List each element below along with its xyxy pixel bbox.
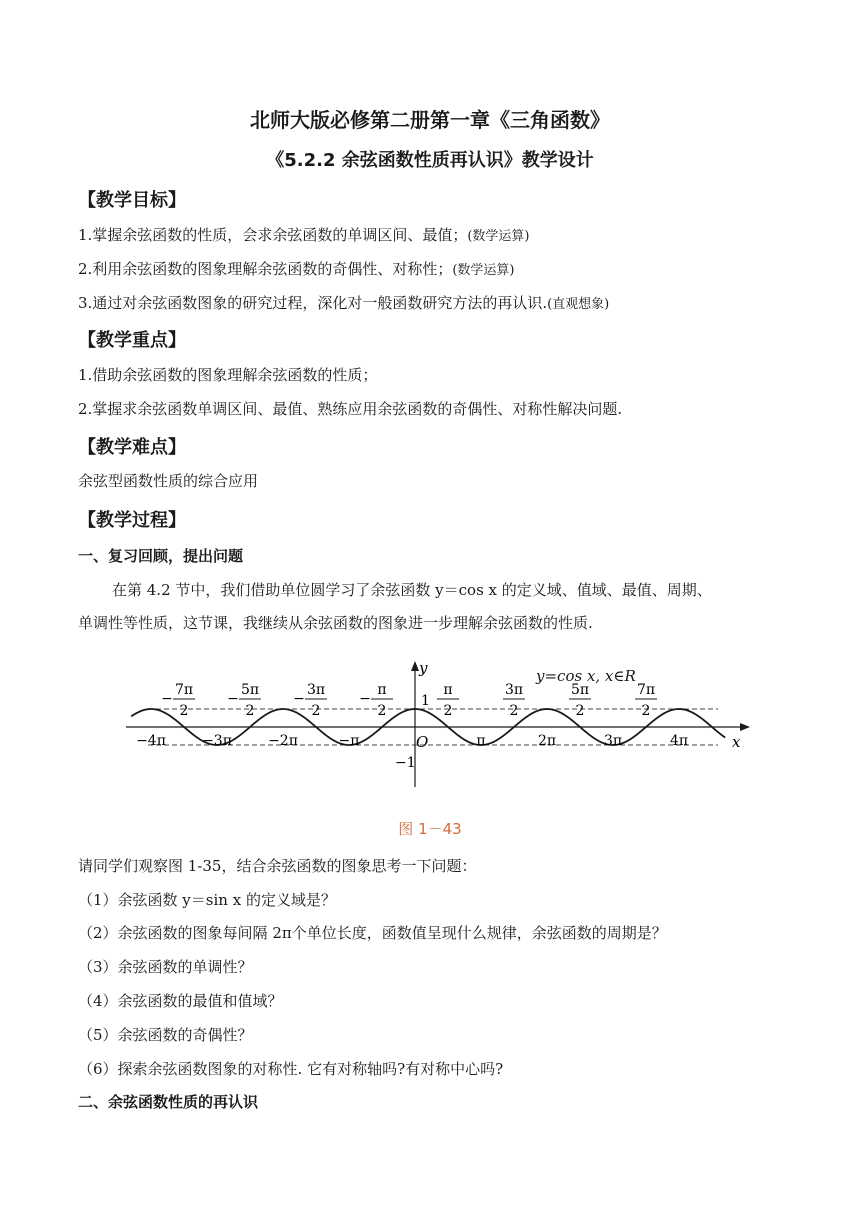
svg-text:2: 2 — [377, 703, 387, 719]
svg-text:π: π — [443, 682, 453, 698]
svg-text:2: 2 — [311, 703, 321, 719]
x-tick-label-below: π — [476, 733, 486, 749]
goal-tag-2: (数学运算) — [452, 263, 515, 278]
x-tick-label-below: −2π — [268, 733, 298, 749]
svg-text:2: 2 — [443, 703, 453, 719]
key-item-2: 2.掌握求余弦函数单调区间、最值、熟练应用余弦函数的奇偶性、对称性解决问题. — [78, 400, 623, 418]
x-tick-label-above — [635, 682, 657, 719]
paragraph-1-line-1: 在第 4.2 节中，我们借助单位圆学习了余弦函数 y＝cos x 的定义域、值域、最值、周期、 — [112, 581, 712, 599]
question-intro: 请同学们观察图 1-35，结合余弦函数的图象思考一下问题： — [78, 857, 477, 875]
svg-text:3π: 3π — [504, 682, 524, 698]
goal-item-1: 1.掌握余弦函数的性质，会求余弦函数的单调区间、最值；(数学运算) — [78, 226, 530, 244]
cosine-graph — [118, 655, 758, 795]
x-tick-label-below: 3π — [603, 733, 623, 749]
svg-text:3π: 3π — [306, 682, 326, 698]
section-heading-goals: 【教学目标】 — [78, 190, 186, 211]
section-heading-key: 【教学重点】 — [78, 330, 186, 351]
svg-text:−: − — [227, 691, 239, 707]
question-3: （3）余弦函数的单调性？ — [78, 958, 253, 976]
x-tick-label-above — [569, 682, 591, 719]
figure-caption: 图 1－43 — [398, 820, 462, 838]
x-tick-label-above — [503, 682, 525, 719]
x-tick-label-above — [359, 682, 393, 719]
paragraph-1-line-2: 单调性等性质，这节课，我继续从余弦函数的图象进一步理解余弦函数的性质. — [78, 614, 593, 632]
question-4: （4）余弦函数的最值和值域？ — [78, 992, 283, 1010]
question-2: （2）余弦函数的图象每间隔 2π个单位长度，函数值呈现什么规律，余弦函数的周期是？ — [78, 924, 667, 942]
section-heading-process: 【教学过程】 — [78, 510, 186, 531]
x-tick-label-below: 2π — [537, 733, 557, 749]
svg-text:−: − — [161, 691, 173, 707]
x-tick-label-below: −4π — [136, 733, 166, 749]
document-title: 北师大版必修第二册第一章《三角函数》 — [250, 108, 610, 132]
svg-text:2: 2 — [575, 703, 585, 719]
x-axis-arrow — [740, 723, 750, 731]
graph-title: y=cos x, x∈R — [536, 667, 636, 685]
goal-tag-3: (直观想象) — [547, 297, 610, 312]
goal-item-3: 3.通过对余弦函数图象的研究过程，深化对一般函数研究方法的再认识.(直观想象) — [78, 294, 610, 312]
part-heading-2: 二、余弦函数性质的再认识 — [78, 1093, 259, 1111]
x-tick-label-below: 4π — [669, 733, 689, 749]
part-heading-1: 一、复习回顾，提出问题 — [78, 547, 244, 565]
goal-tag-1: (数学运算) — [467, 229, 530, 244]
y-tick-label-neg1: −1 — [395, 755, 416, 771]
x-tick-label-above — [437, 682, 459, 719]
svg-text:2: 2 — [509, 703, 519, 719]
difficulty-item-1: 余弦型函数性质的综合应用 — [78, 472, 259, 490]
origin-label: O — [416, 733, 429, 751]
svg-text:2: 2 — [179, 703, 189, 719]
svg-text:2: 2 — [245, 703, 255, 719]
y-axis-arrow — [411, 661, 419, 671]
svg-text:−: − — [359, 691, 371, 707]
y-axis-label: y — [419, 659, 428, 677]
svg-text:2: 2 — [641, 703, 651, 719]
section-heading-difficulty: 【教学难点】 — [78, 437, 186, 458]
document-subtitle: 《5.2.2 余弦函数性质再认识》教学设计 — [266, 150, 594, 171]
question-6: （6）探索余弦函数图象的对称性. 它有对称轴吗?有对称中心吗? — [78, 1060, 504, 1078]
svg-text:5π: 5π — [240, 682, 260, 698]
x-tick-label-below: −3π — [202, 733, 232, 749]
key-item-1: 1.借助余弦函数的图象理解余弦函数的性质； — [78, 366, 378, 384]
question-5: （5）余弦函数的奇偶性？ — [78, 1026, 253, 1044]
svg-text:π: π — [377, 682, 387, 698]
y-tick-label-1: 1 — [421, 693, 430, 709]
x-axis-label: x — [732, 733, 741, 751]
svg-text:−: − — [293, 691, 305, 707]
question-1: （1）余弦函数 y＝sin x 的定义域是？ — [78, 891, 336, 909]
svg-text:7π: 7π — [174, 682, 194, 698]
goal-item-2: 2.利用余弦函数的图象理解余弦函数的奇偶性、对称性；(数学运算) — [78, 260, 515, 278]
x-tick-label-above — [227, 682, 261, 719]
svg-text:5π: 5π — [570, 682, 590, 698]
svg-text:7π: 7π — [636, 682, 656, 698]
x-tick-label-below: −π — [338, 733, 360, 749]
